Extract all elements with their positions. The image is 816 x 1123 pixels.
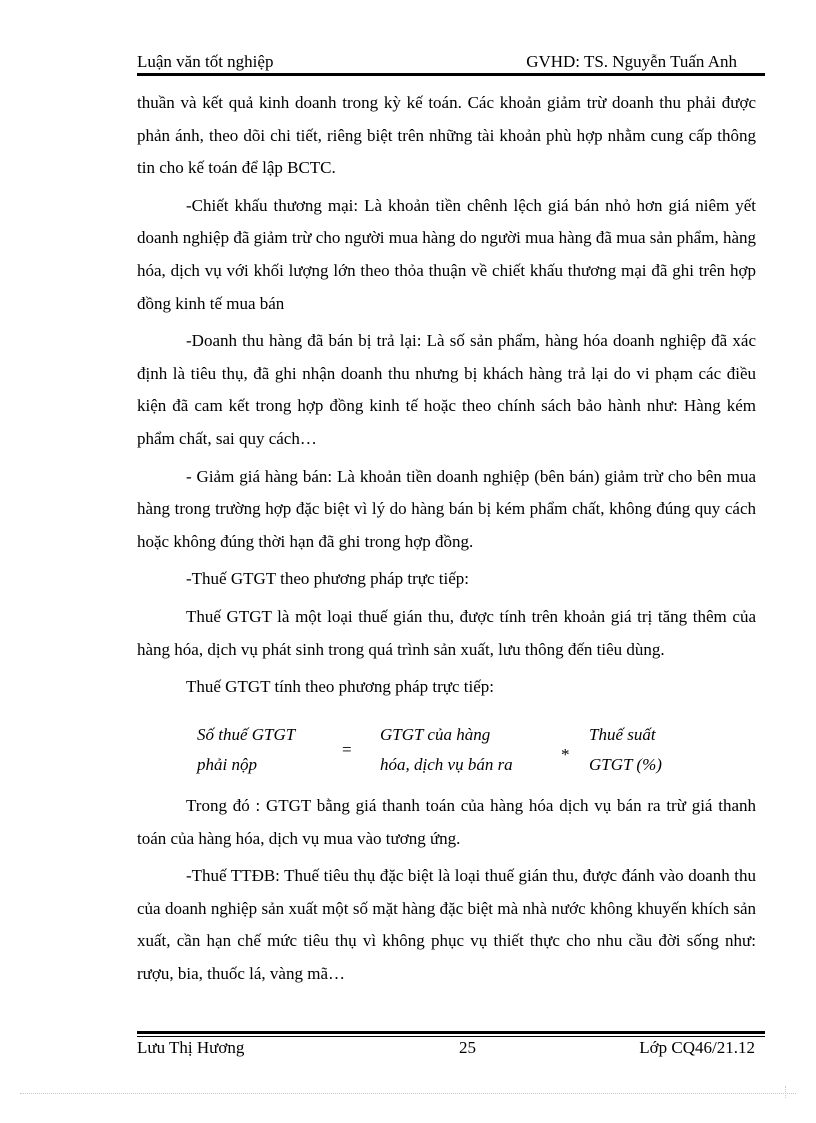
formula-mid-line1: GTGT của hàng [380, 725, 491, 744]
page-header [137, 52, 765, 74]
footer-rule-thick [137, 1031, 765, 1034]
paragraph: -Chiết khấu thương mại: Là khoản tiền chênh lệch giá bán nhỏ hơn giá niêm yết doanh nghiệp đã giảm trừ cho người mua hàng do người mua hàng đã mua sản phẩm, hàng hóa, dịch vụ với khối lượng lớn theo thỏa thuận về chiết khấu thương mại đã ghi trên hợp đồng kinh tế mua bán [137, 195, 756, 313]
paragraph: thuần và kết quả kinh doanh trong kỳ kế toán. Các khoản giảm trừ doanh thu phải được phản ánh, theo dõi chi tiết, riêng biệt trên những tài khoản phù hợp nhằm cung cấp thông tin cho kế toán để lập BCTC. [137, 93, 756, 178]
formula-equals: = [342, 740, 352, 759]
body-text-top [137, 87, 756, 709]
header-rule [137, 73, 765, 76]
footer-rule-thin [137, 1036, 765, 1037]
paragraph: -Thuế TTĐB: Thuế tiêu thụ đặc biệt là loại thuế gián thu, được đánh vào doanh thu của doanh nghiệp sản xuất một số mặt hàng đặc biệt mà nhà nước không khuyến khích sản xuất, cần hạn chế mức tiêu thụ vì không phục vụ thiết thực cho nhu cầu đời sống như: rượu, bia, thuốc lá, vàng mã… [137, 866, 756, 983]
page-corner-mark [785, 1086, 798, 1098]
page-footer [137, 1038, 765, 1060]
vat-formula [137, 718, 756, 780]
page-number: 25 [459, 1038, 476, 1057]
paragraph: -Thuế GTGT theo phương pháp trực tiếp: [186, 569, 469, 589]
formula-rhs-line1: Thuế suất [589, 725, 656, 744]
formula-mid-line2: hóa, dịch vụ bán ra [380, 755, 513, 774]
header-supervisor: GVHD: TS. Nguyễn Tuấn Anh [526, 52, 737, 71]
body-text-bottom [137, 790, 756, 996]
footer-class: Lớp CQ46/21.12 [639, 1038, 755, 1057]
formula-times: * [561, 745, 570, 764]
paragraph: -Doanh thu hàng đã bán bị trả lại: Là số sản phẩm, hàng hóa doanh nghiệp đã xác định là tiêu thụ, đã ghi nhận doanh thu nhưng bị khách hàng trả lại do vi phạm các điều kiện đã cam kết trong hợp đồng kinh tế hoặc theo chính sách bảo hành như: Hàng kém phẩm chất, sai quy cách… [137, 331, 756, 448]
header-thesis-title: Luận văn tốt nghiệp [137, 52, 274, 71]
formula-lhs-line1: Số thuế GTGT [197, 725, 296, 744]
paragraph: Thuế GTGT là một loại thuế gián thu, được tính trên khoản giá trị tăng thêm của hàng hóa, dịch vụ phát sinh trong quá trình sản xuất, lưu thông đến tiêu dùng. [137, 606, 756, 659]
paragraph: Thuế GTGT tính theo phương pháp trực tiếp: [186, 677, 495, 697]
paragraph: Trong đó : GTGT bằng giá thanh toán của hàng hóa dịch vụ bán ra trừ giá thanh toán của hàng hóa, dịch vụ mua vào tương ứng. [137, 796, 756, 848]
formula-lhs-line2: phải nộp [197, 755, 257, 774]
footer-author: Lưu Thị Hương [137, 1038, 245, 1057]
formula-rhs-line2: GTGT (%) [589, 755, 662, 774]
page-boundary-dotted [20, 1093, 796, 1094]
paragraph: - Giảm giá hàng bán: Là khoản tiền doanh nghiệp (bên bán) giảm trừ cho bên mua hàng trong trường hợp đặc biệt vì lý do hàng bán bị kém phẩm chất, không đúng quy cách hoặc không đúng thời hạn đã ghi trong hợp đồng. [137, 466, 756, 551]
